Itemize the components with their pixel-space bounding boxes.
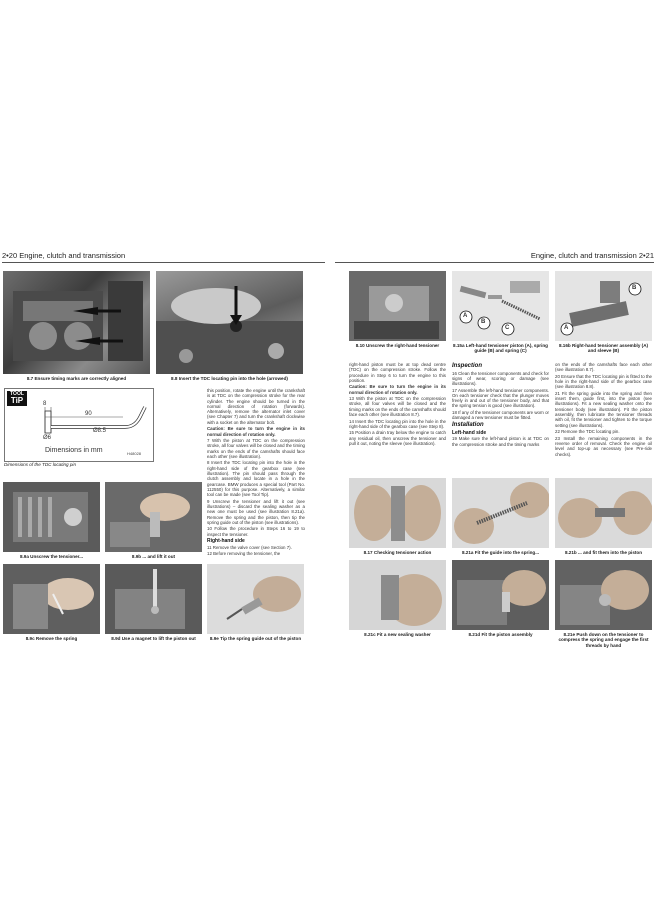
paragraph: 19 Make sure the left-hand piston is at TDC on the compression stroke and the timing marks bbox=[452, 436, 549, 447]
photo-sealing-washer bbox=[349, 560, 446, 630]
paragraph: 14 Insert the TDC locating pin into the hole in the right-hand side of the gearbox case (see Step 8). bbox=[349, 418, 446, 429]
callout-a: A bbox=[463, 313, 468, 319]
photo-spring-guide bbox=[207, 564, 304, 634]
heading-installation: Installation bbox=[452, 421, 484, 428]
spring-guide-graphic bbox=[207, 564, 304, 634]
caption-fig-8-10: 8.10 Unscrew the right-hand tensioner bbox=[355, 343, 440, 348]
paragraph: 7 With the piston at TDC on the compression stroke, all four valves will be closed and the timing marks on the ends of the camshafts should face each other (see illustration). bbox=[207, 438, 305, 459]
photo-magnet-piston bbox=[105, 564, 202, 634]
paragraph: 18 If any of the tensioner components are worn or damaged a new tensioner must be fitted. bbox=[452, 409, 549, 421]
caption-fig-8-9c: 8.9c Remove the spring bbox=[25, 636, 78, 641]
caution-paragraph: Caution: Be sure to turn the engine in its normal direction of rotation only. bbox=[349, 384, 446, 395]
callout-a: A bbox=[564, 325, 569, 331]
paragraph: right-hand piston must be at top dead centre (TDC) on the compression stroke. Follow the procedure in Step 6 to turn the engine to this position. bbox=[349, 362, 446, 383]
callout-b: B bbox=[632, 285, 637, 291]
photo-unscrew-tensioner bbox=[3, 482, 100, 552]
checking-tensioner-graphic bbox=[349, 478, 446, 548]
caption-fig-8-9b: 8.9b ... and lift it out bbox=[131, 554, 176, 559]
right-page-text-col-1 bbox=[349, 362, 446, 472]
paragraph: 9 Unscrew the tensioner and lift it out (see illustrations) – discard the sealing washer as a new one must be used (see illustration 8.21a). Remove the spring and the piston, then tip the spring guide out of the piston (see illustrations). bbox=[207, 498, 305, 525]
heading-inspection: Inspection bbox=[452, 363, 483, 369]
engine-photo-graphic bbox=[3, 271, 150, 374]
photo-timing-marks bbox=[3, 271, 150, 374]
dim-d-label: Ø6 bbox=[43, 435, 52, 441]
paragraph: on the ends of the camshafts face each other (see illustration 8.7). bbox=[555, 362, 652, 373]
tool-tip-badge-bottom: TiP bbox=[10, 396, 24, 405]
paragraph: 23 Install the remaining components in the reverse order of removal. Check the engine oil level and top-up as necessary (see Pre-ride checks). bbox=[555, 435, 652, 457]
callout-b: B bbox=[481, 319, 486, 325]
dim-b-label: 90 bbox=[85, 411, 92, 417]
subheading-left-hand-side: Left-hand side bbox=[452, 429, 487, 436]
paragraph: 11 Remove the valve cover (see Section 7). bbox=[207, 544, 292, 550]
photo-right-tensioner bbox=[349, 271, 446, 341]
dim-a-label: 8 bbox=[43, 401, 47, 407]
left-page bbox=[0, 248, 327, 658]
right-page-text-col-2 bbox=[452, 362, 549, 472]
caption-fig-8-9a: 8.9a Unscrew the tensioner... bbox=[19, 554, 84, 559]
caution-paragraph: Caution: Be sure to turn the engine in its normal direction of rotation only. bbox=[207, 426, 305, 437]
dimensions-units-label: Dimensions in mm bbox=[45, 447, 103, 454]
photo-tdc-pin bbox=[156, 271, 303, 374]
push-tensioner-graphic bbox=[555, 560, 652, 630]
caption-tool-dimensions: Dimensions of the TDC locating pin bbox=[4, 462, 77, 467]
remove-spring-graphic bbox=[3, 564, 100, 634]
figure-code: H48028 bbox=[127, 451, 142, 456]
sealing-washer-graphic bbox=[349, 560, 446, 630]
caption-fig-8-9d: 8.9d Use a magnet to lift the piston out bbox=[111, 636, 196, 641]
fit-into-piston-graphic bbox=[555, 478, 652, 548]
photo-lift-tensioner bbox=[105, 482, 202, 552]
photo-remove-spring bbox=[3, 564, 100, 634]
tool-tip-badge-top: TOOL bbox=[10, 391, 24, 397]
photo-fit-into-piston bbox=[555, 478, 652, 548]
book-spread bbox=[0, 248, 660, 658]
paragraph: 10 Follow the procedure in Steps 16 to 19 to inspect the tensioner. bbox=[207, 526, 305, 537]
paragraph: 15 Position a drain tray below the engine to catch any residual oil, then unscrew the tensioner and pull it out, noting the sleeve (see illustration). bbox=[349, 430, 446, 446]
photo-checking-tensioner bbox=[349, 478, 446, 548]
piston-assembly-graphic bbox=[452, 560, 549, 630]
tensioner-parts-graphic bbox=[452, 271, 549, 341]
subheading-right-hand-side: Right-hand side bbox=[207, 538, 245, 545]
guide-spring-graphic bbox=[452, 478, 549, 548]
callout-c: C bbox=[505, 325, 510, 331]
magnet-piston-graphic bbox=[105, 564, 202, 634]
caption-fig-8-21a: 8.21a Fit the guide into the spring... bbox=[461, 550, 540, 555]
paragraph: 20 Ensure that the TDC locating pin is fitted to the hole in the right-hand side of the gearbox case (see illustration 8.8). bbox=[555, 373, 652, 390]
caption-fig-8-7: 8.7 Ensure timing marks are correctly aligned bbox=[26, 376, 127, 381]
caption-fig-8-21b: 8.21b ... and fit them into the piston bbox=[564, 550, 643, 555]
paragraph: 22 Remove the TDC locating pin. bbox=[555, 429, 620, 435]
tensioner-photo-graphic bbox=[3, 482, 100, 552]
photo-push-tensioner bbox=[555, 560, 652, 630]
caption-fig-8-21d: 8.21d Fit the piston assembly bbox=[468, 632, 533, 637]
dim-c-label: Ø8.5 bbox=[93, 428, 107, 434]
paragraph: 21 Fit the spring guide into the spring and then insert them, guide first, into the piston (see illustrations). Fit a new sealing washer onto the tensioner body (see illustration). Fit the piston assembly, then lubricate the tensioner threads with oil, fit the tensioner and tighten to the torque setting (see illustrations). bbox=[555, 390, 652, 428]
right-page bbox=[333, 248, 660, 658]
tool-tip-diagram bbox=[4, 388, 154, 462]
paragraph: 17 Assemble the left-hand tensioner components. On each tensioner check that the plunger moves freely in and out of the tensioner body, and that the spring tension is good (see illustration). bbox=[452, 387, 549, 409]
photo-left-tensioner-parts bbox=[452, 271, 549, 341]
photo-right-tensioner-assembly bbox=[555, 271, 652, 341]
left-page-text-column bbox=[207, 388, 305, 556]
caption-fig-8-21c: 8.21c Fit a new sealing washer bbox=[364, 632, 431, 637]
caption-fig-8-9e: 8.9e Tip the spring guide out of the piston bbox=[209, 636, 302, 641]
paragraph: 12 Before removing the tensioner, the bbox=[207, 551, 281, 556]
right-page-text-col-3 bbox=[555, 362, 652, 472]
caption-fig-8-16b: 8.16b Right-hand tensioner assembly (A) and sleeve (B) bbox=[558, 343, 649, 354]
photo-piston-assembly bbox=[452, 560, 549, 630]
caption-fig-8-8: 8.8 Insert the TDC locating pin into the hole (arrowed) bbox=[171, 376, 288, 381]
gearbox-photo-graphic bbox=[156, 271, 303, 374]
right-page-header: Engine, clutch and transmission 2•21 bbox=[335, 250, 654, 263]
right-tensioner-graphic bbox=[349, 271, 446, 341]
tensioner-assembly-graphic bbox=[555, 271, 652, 341]
left-page-header: 2•20 Engine, clutch and transmission bbox=[2, 250, 325, 263]
photo-fit-guide-spring bbox=[452, 478, 549, 548]
paragraph: 8 Insert the TDC locating pin into the hole in the right-hand side of the gearbox case (see illustration). The pin should pass through the clutch assembly and locate in a hole in the gearcase. BMW produces a special tool (Part No. 112550) for this purpose. Alternatively, a similar tool can be made (see Tool Tip). bbox=[207, 460, 305, 498]
paragraph: 16 Clean the tensioner components and check for signs of wear, scoring or damage (see illustrations). bbox=[452, 370, 549, 387]
caption-fig-8-15a: 8.15a Left-hand tensioner piston (A), spring guide (B) and spring (C) bbox=[453, 343, 548, 354]
lift-tensioner-graphic bbox=[105, 482, 202, 552]
paragraph: 13 With the piston at TDC on the compression stroke, all four valves will be closed and the timing marks on the ends of the camshafts should face each other (see illustration 8.7). bbox=[349, 396, 446, 418]
caption-fig-8-21e: 8.21e Push down on the tensioner to compress the spring and engage the first threads by hand bbox=[558, 632, 649, 648]
paragraph: this position, rotate the engine until the crankshaft is at TDC on the compression stroke for the rear cylinder. The engine should be turned in the normal direction of rotation (forwards). Alternatively, remove the alternator inlet cover (see Chapter 7) and turn the crankshaft clockwise with a socket on the alternator bolt. bbox=[207, 388, 305, 425]
caption-fig-8-17: 8.17 Checking tensioner action bbox=[363, 550, 432, 555]
